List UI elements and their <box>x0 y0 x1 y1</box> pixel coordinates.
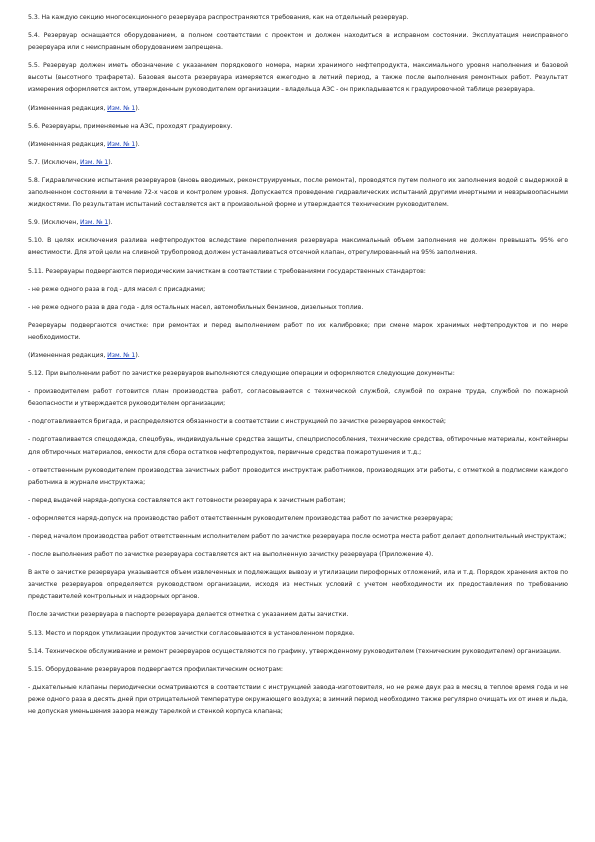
paragraph-5-4: 5.4. Резервуар оснащается оборудованием, в полном соответствии с проектом и должен находиться в исправном состоянии. Эксплуатация неисправного резервуара или с неисправным оборудованием запрещена. <box>28 32 568 52</box>
list-item: - ответственным руководителем производства зачистных работ проводится инструктаж работников, производящих эти работы, с отметкой в подписями каждого работника в журнале инструктажа; <box>28 466 568 486</box>
excluded-prefix: 5.7. (Исключен, <box>28 158 80 166</box>
list-item: - после выполнения работ по зачистке резервуара составляется акт на выполненную зачистку резервуара (Приложение 4). <box>28 551 434 559</box>
amendment-suffix: ). <box>135 104 140 112</box>
amendment-suffix: ). <box>135 140 140 148</box>
list-item: - подготавливается бригада, и распределяются обязанности в соответствии с инструкцией по зачистке резервуаров емкостей; <box>28 418 446 426</box>
list-item: - не реже одного раза в два года - для остальных масел, автомобильных бензинов, дизельных топлив. <box>28 303 364 311</box>
excluded-suffix: ). <box>108 158 113 166</box>
list-item: - перед выдачей наряда-допуска составляется акт готовности резервуара к зачистным работам; <box>28 496 346 504</box>
paragraph-5-3: 5.3. На каждую секцию многосекционного резервуара распространяются требования, как на отдельный резервуар. <box>28 14 409 21</box>
amendment-prefix: (Измененная редакция, <box>28 104 108 112</box>
amendment-prefix: (Измененная редакция, <box>28 351 108 359</box>
amendment-link[interactable]: Изм. № 1 <box>79 219 109 227</box>
amendment-link[interactable]: Изм. № 1 <box>107 140 136 148</box>
list-item: - подготавливается спецодежда, спецобувь, индивидуальные средства защиты, спецприспособления, технические средства, обтирочные материалы, контейнеры для обтирочных материалов, емкости для сбора остатков нефтепродуктов, первичные средства пожаротушения и т.д.; <box>28 436 568 456</box>
document-page <box>28 12 568 724</box>
paragraph-5-5: 5.5. Резервуар должен иметь обозначение с указанием порядкового номера, марки хранимого нефтепродукта, максимального уровня наполнения и базовой высоты (высотного трафарета). Базовая высота резервуара измеряется ежегодно в летний период, а также после выполнения ремонтных работ. Результат измерения оформляется актом, утвержденным руководителем организации - владельца АЗС - он прикладывается к градуировочной таблице резервуара. <box>28 62 568 94</box>
paragraph-5-11: 5.11. Резервуары подвергаются периодическим зачисткам в соответствии с требованиями государственных стандартов: <box>28 267 426 275</box>
amendment-link[interactable]: Изм. № 1 <box>107 104 136 112</box>
paragraph-5-10: 5.10. В целях исключения разлива нефтепродуктов вследствие переполнения резервуара максимальный объем заполнения не должен превышать 95% его вместимости. Для этой цели на сливной трубопровод должен устанавливаться отсечной клапан, отрегулированный на 95% заполнения. <box>28 237 568 257</box>
amendment-link[interactable]: Изм. № 1 <box>107 351 136 359</box>
paragraph-act: В акте о зачистке резервуара указывается объем извлеченных и подлежащих вывозу и утилизации пирофорных отложений, ила и т.д. Порядок хранения актов по зачистке резервуаров определяется руководством организации, исходя из местных условий с учетом необходимости их предоставления по требованию представителей контрольных и надзорных органов. <box>28 569 568 601</box>
amendment-note <box>28 103 568 115</box>
excluded-suffix: ). <box>108 219 113 227</box>
paragraph-5-12: 5.12. При выполнении работ по зачистке резервуаров выполняются следующие операции и оформляются следующие документы: <box>28 370 455 378</box>
paragraph-5-9 <box>28 217 568 229</box>
paragraph-5-8: 5.8. Гидравлические испытания резервуаров (вновь вводимых, реконструируемых, после ремонта), проводятся путем полного их заполнения водой с выдержкой в заполненном состоянии в течение 72-х часов и контролем уровня. Допускается проведение гидравлических испытаний другими инертными и невзрывоопасными жидкостями. По результатам испытаний составляется акт в произвольной форме и утверждается техническим руководителем. <box>28 176 568 209</box>
list-item: - оформляется наряд-допуск на производство работ ответственным руководителем производства работ по зачистке резервуара; <box>28 514 453 522</box>
amendment-prefix: (Измененная редакция, <box>28 140 108 148</box>
paragraph-5-6: 5.6. Резервуары, применяемые на АЗС, проходят градуировку. <box>28 122 233 130</box>
amendment-link[interactable]: Изм. № 1 <box>79 158 109 166</box>
paragraph-cleaning: Резервуары подвергаются очистке: при ремонтах и перед выполнением работ по их калибровке; при смене марок хранимых нефтепродуктов и по мере необходимости. <box>28 321 568 341</box>
excluded-prefix: 5.9. (Исключен, <box>28 219 80 227</box>
paragraph-5-13: 5.13. Место и порядок утилизации продуктов зачистки согласовываются в установленном порядке. <box>28 629 355 637</box>
list-item: - производителем работ готовится план производства работ, согласовывается с технической службой, службой по охране труда, службой по пожарной безопасности и утверждается руководителем организации; <box>28 388 568 408</box>
amendment-note <box>28 350 568 362</box>
list-item: - дыхательные клапаны периодически осматриваются в соответствии с инструкцией завода-изготовителя, но не реже двух раз в месяц в теплое время года и не реже одного раза в десять дней при отрицательной температуре окружающего воздуха; в зимний период необходимо также регулярно очищать их от инея и льда, не допуская уменьшения зазора между тарелкой и стенкой корпуса клапана; <box>28 683 568 716</box>
list-item: - перед началом производства работ ответственным исполнителем работ по зачистке резервуара после осмотра места работ делает дополнительный инструктаж; <box>28 533 567 540</box>
list-item: - не реже одного раза в год - для масел с присадками; <box>28 285 206 293</box>
amendment-suffix: ). <box>135 351 140 359</box>
paragraph-5-7 <box>28 157 568 169</box>
paragraph-passport: После зачистки резервуара в паспорте резервуара делается отметка с указанием даты зачистки. <box>28 611 349 619</box>
amendment-note <box>28 139 568 151</box>
paragraph-5-15: 5.15. Оборудование резервуаров подвергается профилактическим осмотрам: <box>28 665 283 673</box>
paragraph-5-14: 5.14. Техническое обслуживание и ремонт резервуаров осуществляются по графику, утвержденному руководителем (техническим руководителем) организации. <box>28 647 562 655</box>
